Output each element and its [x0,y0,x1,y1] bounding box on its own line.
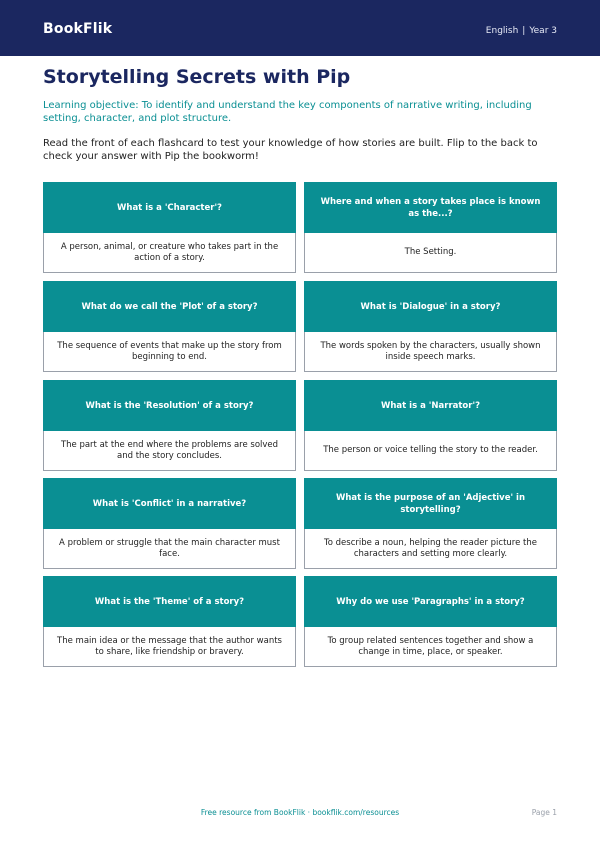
flashcard-back: To group related sentences together and show a change in time, place, or speaker. [304,627,557,667]
page-title: Storytelling Secrets with Pip [43,66,351,88]
subject-year [486,26,557,36]
flashcard-front: Why do we use 'Paragraphs' in a story? [304,576,557,627]
flashcard-back: A person, animal, or creature who takes part in the action of a story. [43,233,296,273]
meta-separator: | [522,26,526,36]
year-label: Year 3 [529,26,557,36]
flashcard-back: The part at the end where the problems are solved and the story concludes. [43,431,296,471]
flashcard-front: Where and when a story takes place is known as the...? [304,182,557,233]
flashcard[interactable] [43,478,296,569]
instructions: Read the front of each flashcard to test your knowledge of how stories are built. Flip to the back to check your answer with Pip the bookworm! [43,138,538,162]
flashcard[interactable] [43,281,296,372]
flashcard[interactable] [304,281,557,372]
flashcard[interactable] [43,380,296,471]
flashcard[interactable] [43,576,296,667]
flashcard[interactable] [304,182,557,273]
top-bar [0,0,600,56]
footer-source-link[interactable]: Free resource from BookFlik · bookflik.com/resources [200,808,400,817]
flashcard-back: The words spoken by the characters, usually shown inside speech marks. [304,332,557,372]
flashcard-front: What do we call the 'Plot' of a story? [43,281,296,332]
flashcard-back: The Setting. [304,233,557,273]
flashcard[interactable] [304,576,557,667]
brand-logo: BookFlik [43,21,113,37]
flashcard-front: What is the 'Theme' of a story? [43,576,296,627]
flashcard-front: What is the purpose of an 'Adjective' in storytelling? [304,478,557,529]
flashcard[interactable] [304,380,557,471]
flashcard[interactable] [304,478,557,569]
flashcard-front: What is a 'Character'? [43,182,296,233]
flashcard-front: What is 'Conflict' in a narrative? [43,478,296,529]
subject-label: English [485,26,519,36]
flashcard[interactable] [43,182,296,273]
learning-objective: Learning objective: To identify and understand the key components of narrative writing, including setting, character, and plot structure. [43,100,532,124]
flashcard-back: A problem or struggle that the main character must face. [43,529,296,569]
flashcard-back: To describe a noun, helping the reader picture the characters and setting more clearly. [304,529,557,569]
flashcard-back: The sequence of events that make up the story from beginning to end. [43,332,296,372]
flashcard-back: The person or voice telling the story to the reader. [304,431,557,471]
page-number: Page 1 [531,808,557,817]
flashcard-front: What is a 'Narrator'? [304,380,557,431]
flashcard-back: The main idea or the message that the author wants to share, like friendship or bravery. [43,627,296,667]
flashcard-front: What is 'Dialogue' in a story? [304,281,557,332]
flashcard-front: What is the 'Resolution' of a story? [43,380,296,431]
